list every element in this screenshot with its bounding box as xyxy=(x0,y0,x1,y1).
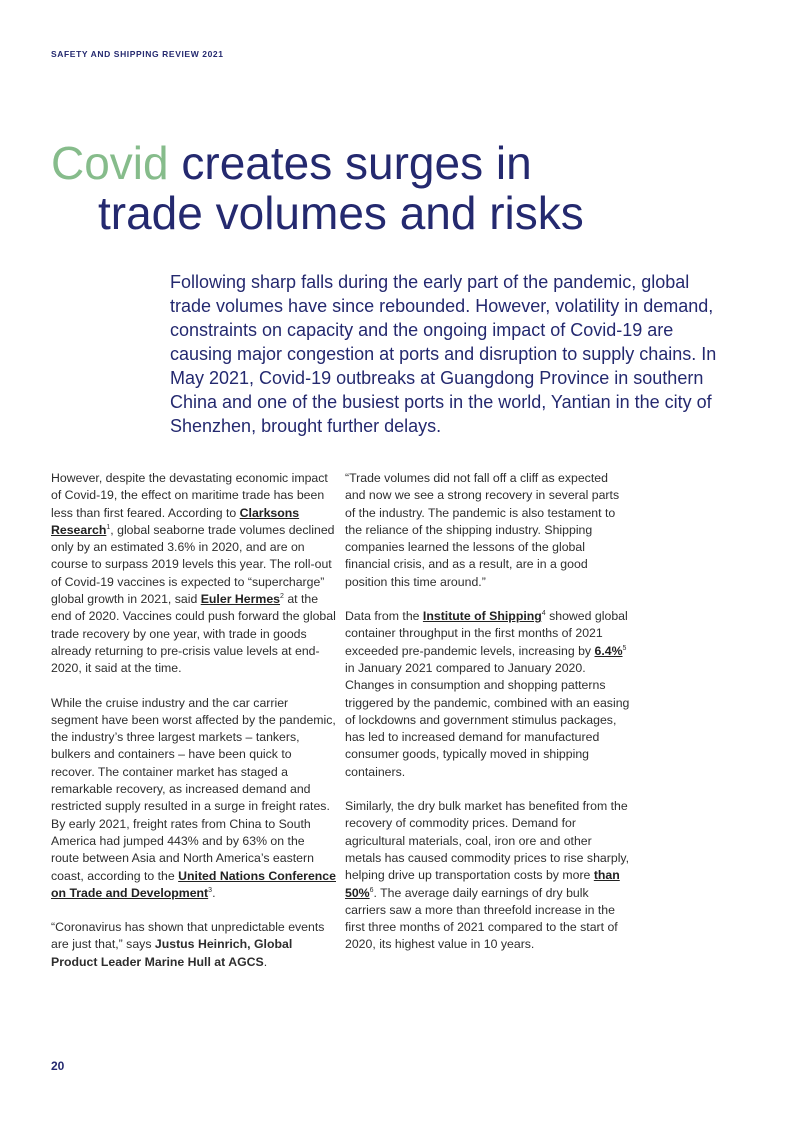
text-run: , global seaborne trade volumes declined only by an estimated 3.6% in 2020, and are on course to surpass 2019 levels this year. The roll-out of Covid-19 vaccines is expected to “supercharge” global growth in 2021, said xyxy=(51,522,335,607)
text-run: Data from the xyxy=(345,609,423,624)
clarksons-research-link[interactable]: Clarksons Research xyxy=(51,505,300,537)
text-run: at the end of 2020. Vaccines could push forward the global trade recovery by one year, with trade in goods already returning to pre-crisis value levels at end-2020, it said at the time. xyxy=(51,592,336,676)
intro-paragraph: Following sharp falls during the early part of the pandemic, global trade volumes have since rebounded. However, volatility in demand, constraints on capacity and the ongoing impact of Covid-19 are causing major congestion at ports and disruption to supply chains. In May 2021, Covid-19 outbreaks at Guangdong Province in southern China and one of the busiest ports in the world, Yantian in the city of Shenzhen, brought further delays. xyxy=(170,272,717,436)
text-run: “Coronavirus has shown that unpredictable events are just that,” says xyxy=(51,920,325,952)
left-paragraph-1 xyxy=(51,470,336,678)
footnote-4: 4 xyxy=(541,609,546,617)
quote-attribution: Justus Heinrich, Global Product Leader Marine Hull at AGCS xyxy=(51,937,293,969)
text-run: . The average daily earnings of dry bulk carriers saw a more than threefold increase in the first three months of 2021 compared to the start of 2020, its highest value in 10 years. xyxy=(345,885,618,952)
than-fifty-percent-link[interactable]: than 50% xyxy=(345,868,620,900)
left-column xyxy=(51,470,336,988)
running-header: SAFETY AND SHIPPING REVIEW 2021 xyxy=(51,49,224,59)
text-run: . xyxy=(212,885,216,900)
page-number: 20 xyxy=(51,1059,65,1073)
text-run: . xyxy=(263,954,268,969)
right-paragraph-2 xyxy=(345,608,630,781)
title-line2: trade volumes and risks xyxy=(98,187,584,239)
right-paragraph-3 xyxy=(345,798,630,954)
text-run: While the cruise industry and the car carrier segment have been worst affected by the pandemic, the industry’s three largest markets – tankers, bulkers and containers – have been quick to recover. The container market has staged a remarkable recovery, as increased demand and restricted supply resulted in a surge in freight rates. By early 2021, freight rates from China to South America had jumped 443% and by 63% on the route between Asia and North America’s eastern coast, according to the xyxy=(51,695,336,883)
text-run: showed global container throughput in the first months of 2021 exceeded pre-pandemic levels, increasing by xyxy=(345,609,628,658)
title-line1-rest: creates surges in xyxy=(181,137,532,189)
text-run: in January 2021 compared to January 2020. Changes in consumption and shopping patterns triggered by the pandemic, combined with an easing of lockdowns and government stimulus packages, has led to increased demand for manufactured consumer goods, typically moved in shipping containers. xyxy=(345,660,630,779)
right-paragraph-1: “Trade volumes did not fall off a cliff as expected and now we see a strong recovery in several parts of the industry. The pandemic is also testament to the reliance of the shipping industry. Shipping companies learned the lessons of the global financial crisis, and as a result, are in a good position this time around.” xyxy=(345,471,620,589)
footnote-2: 2 xyxy=(280,592,284,600)
text-run: Similarly, the dry bulk market has benefited from the recovery of commodity prices. Demand for agricultural materials, coal, iron ore and other metals has caused commodity prices to rise sharply, helping drive up transportation costs by more xyxy=(345,799,630,883)
title-accent-word: Covid xyxy=(51,137,169,189)
page-title xyxy=(51,138,751,238)
left-paragraph-2 xyxy=(51,695,336,903)
left-paragraph-3 xyxy=(51,919,336,971)
footnote-1: 1 xyxy=(106,523,111,531)
right-column xyxy=(345,470,630,971)
footnote-3: 3 xyxy=(208,886,213,894)
euler-hermes-link[interactable]: Euler Hermes xyxy=(200,592,281,607)
six-point-four-percent-link[interactable]: 6.4% xyxy=(594,643,623,658)
footnote-6: 6 xyxy=(369,886,374,894)
unctad-link[interactable]: United Nations Conference on Trade and Development xyxy=(51,868,336,900)
text-run: However, despite the devastating economic impact of Covid-19, the effect on maritime trade has been less than first feared. According to xyxy=(51,471,328,520)
institute-of-shipping-link[interactable]: Institute of Shipping xyxy=(422,609,542,624)
footnote-5: 5 xyxy=(622,644,627,652)
